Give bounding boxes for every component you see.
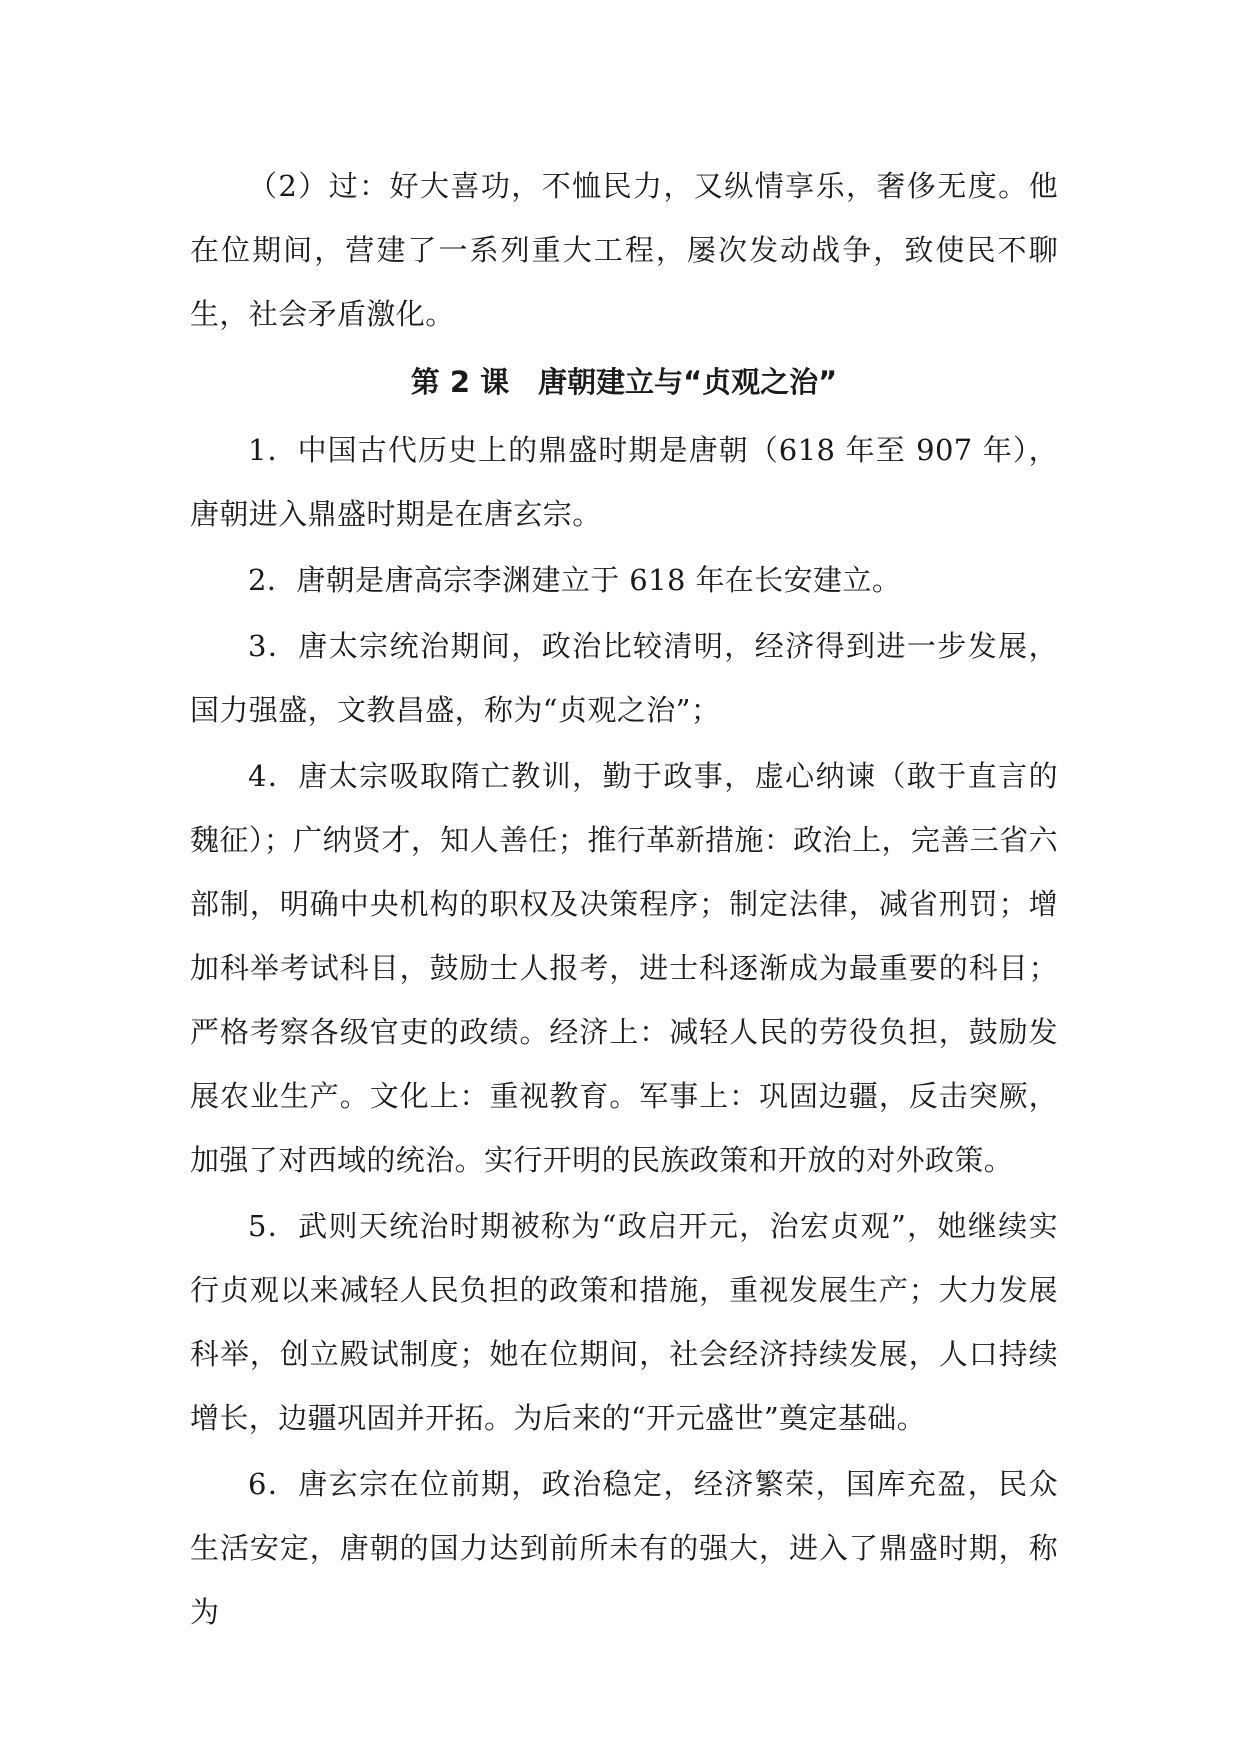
document-body <box>190 154 1058 1646</box>
point-1: 1．中国古代历史上的鼎盛时期是唐朝（618 年至 907 年），唐朝进入鼎盛时期是在唐玄宗。 <box>190 433 1058 531</box>
paragraph-faults: （2）过：好大喜功，不恤民力，又纵情享乐，奢侈无度。他在位期间，营建了一系列重大工程，屡次发动战争，致使民不聊生，社会矛盾激化。 <box>190 169 1058 331</box>
point-6: 6．唐玄宗在位前期，政治稳定，经济繁荣，国库充盈，民众生活安定，唐朝的国力达到前所未有的强大，进入了鼎盛时期，称为 <box>190 1467 1058 1629</box>
point-5: 5．武则天统治时期被称为“政启开元，治宏贞观”，她继续实行贞观以来减轻人民负担的政策和措施，重视发展生产；大力发展科举，创立殿试制度；她在位期间，社会经济持续发展，人口持续增长，边疆巩固并开拓。为后来的“开元盛世”奠定基础。 <box>190 1209 1058 1435</box>
point-3: 3．唐太宗统治期间，政治比较清明，经济得到进一步发展，国力强盛，文教昌盛，称为“贞观之治”； <box>190 629 1058 727</box>
point-2: 2．唐朝是唐高宗李渊建立于 618 年在长安建立。 <box>248 563 902 597</box>
lesson-heading: 第 2 课 唐朝建立与“贞观之治” <box>410 365 838 399</box>
point-4: 4．唐太宗吸取隋亡教训，勤于政事，虚心纳谏（敢于直言的魏征）；广纳贤才，知人善任；推行革新措施：政治上，完善三省六部制，明确中央机构的职权及决策程序；制定法律，减省刑罚；增加科举考试科目，鼓励士人报考，进士科逐渐成为最重要的科目；严格考察各级官吏的政绩。经济上：减轻人民的劳役负担，鼓励发展农业生产。文化上：重视教育。军事上：巩固边疆，反击突厥，加强了对西域的统治。实行开明的民族政策和开放的对外政策。 <box>190 759 1058 1177</box>
